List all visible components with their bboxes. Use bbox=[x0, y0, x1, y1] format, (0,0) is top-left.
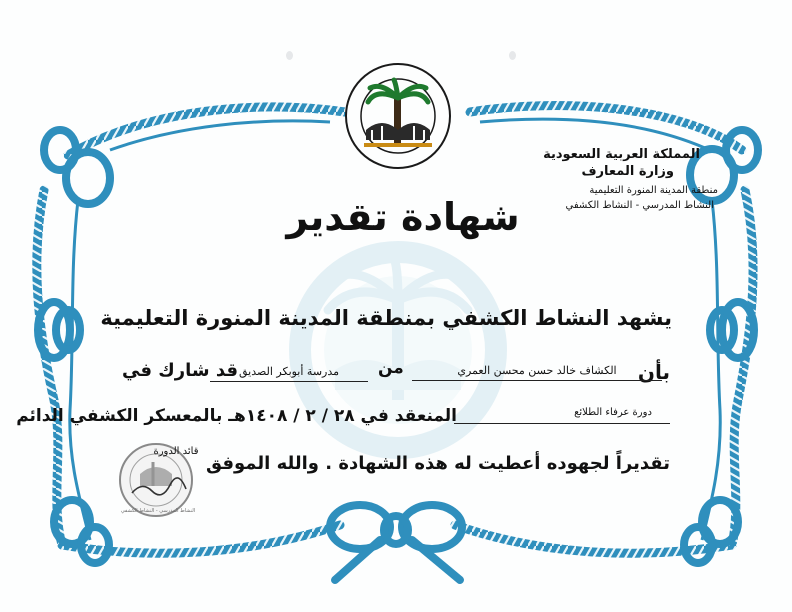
school-name: مدرسة أبوبكر الصديق bbox=[238, 365, 340, 378]
course-details: المنعقد في ٢٨ / ٢ / ١٤٠٨هـ بالمعسكر الكشفي الدائم bbox=[16, 406, 457, 426]
recipient-prefix: بأن bbox=[637, 360, 670, 384]
page-title: شهادة تقدير bbox=[286, 195, 520, 239]
ministry-department: النشاط المدرسي - النشاط الكشفي bbox=[565, 200, 714, 211]
ministry-region: منطقة المدينة المنورة التعليمية bbox=[589, 185, 718, 196]
recipient-name-underline bbox=[412, 380, 662, 381]
recipient-name: الكشاف خالد حسن محسن العمري bbox=[457, 364, 617, 377]
from-label: من bbox=[378, 358, 404, 378]
participation-label: قد شارك في bbox=[122, 360, 239, 381]
appreciation-text: تقديراً لجهوده أعطيت له هذه الشهادة . والله الموفق bbox=[206, 453, 670, 474]
bottom-bow-knot bbox=[330, 505, 462, 580]
ministry-name: وزارة المعارف bbox=[581, 164, 674, 179]
stamp-text: النشاط المدرسي - النشاط الكشفي bbox=[120, 508, 196, 514]
signature-title: قائد الدورة bbox=[153, 446, 199, 457]
society-emblem-icon bbox=[346, 64, 450, 168]
school-name-underline bbox=[210, 381, 368, 382]
certificate-statement: يشهد النشاط الكشفي بمنطقة المدينة المنورة التعليمية bbox=[100, 306, 672, 330]
course-name-underline bbox=[454, 423, 670, 424]
course-name: دورة عرفاء الطلائع bbox=[574, 407, 652, 418]
ministry-country: المملكة العربية السعودية bbox=[543, 147, 700, 162]
